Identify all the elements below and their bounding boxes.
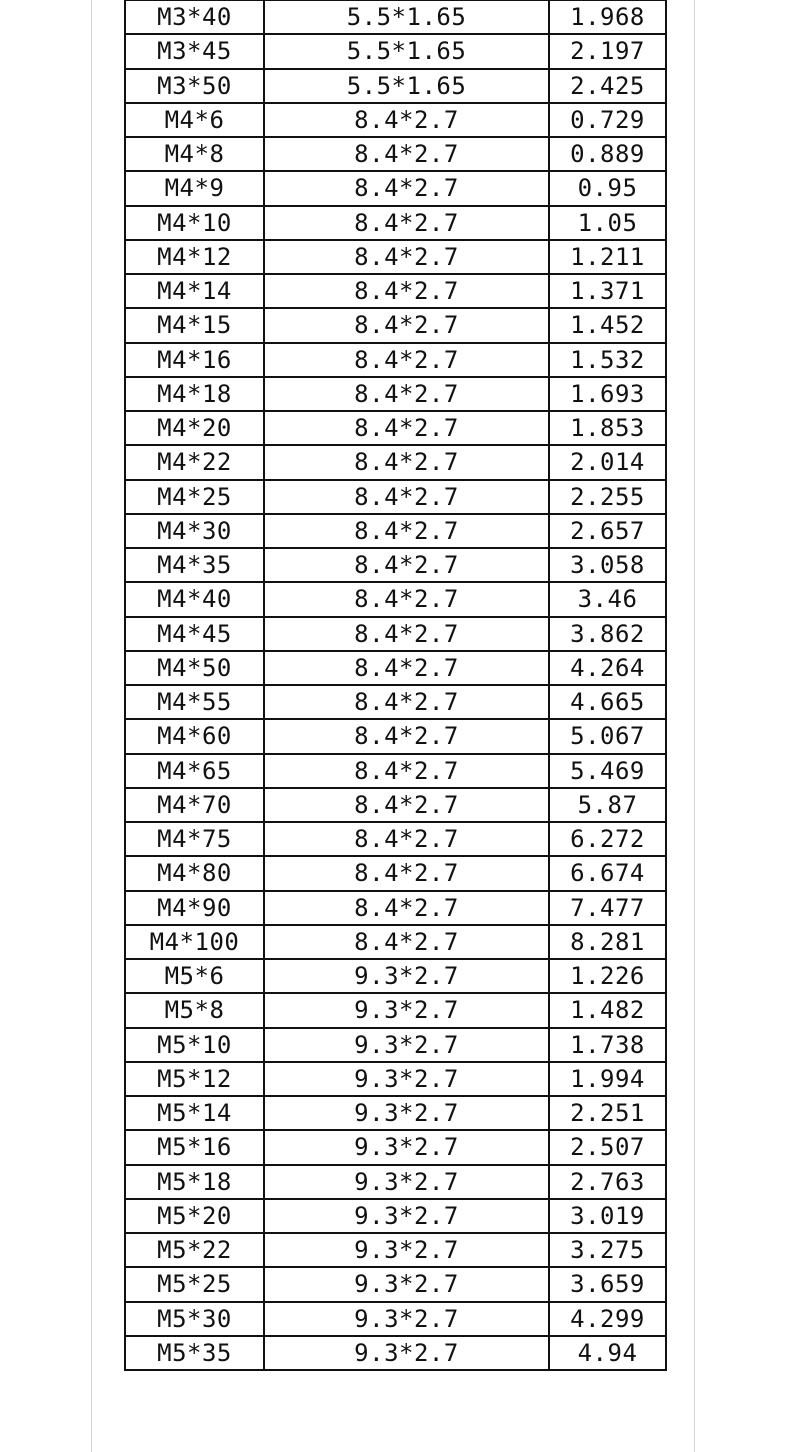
- spec-table-body: [125, 0, 666, 1370]
- spec-dimension-cell: 5.5*1.65: [264, 34, 549, 68]
- spec-size-cell: M4*8: [125, 137, 264, 171]
- spec-dimension-cell: 9.3*2.7: [264, 1096, 549, 1130]
- spec-weight-cell: 3.659: [549, 1267, 666, 1301]
- spec-dimension-cell: 8.4*2.7: [264, 582, 549, 616]
- table-row: [125, 103, 666, 137]
- spec-weight-cell: 2.657: [549, 514, 666, 548]
- spec-dimension-cell: 8.4*2.7: [264, 754, 549, 788]
- table-row: [125, 171, 666, 205]
- spec-weight-cell: 2.014: [549, 445, 666, 479]
- spec-dimension-cell: 8.4*2.7: [264, 685, 549, 719]
- table-row: [125, 719, 666, 753]
- spec-dimension-cell: 8.4*2.7: [264, 274, 549, 308]
- spec-size-cell: M4*9: [125, 171, 264, 205]
- spec-size-cell: M4*80: [125, 856, 264, 890]
- table-row: [125, 1233, 666, 1267]
- table-row: [125, 993, 666, 1027]
- spec-weight-cell: 4.299: [549, 1302, 666, 1336]
- spec-dimension-cell: 8.4*2.7: [264, 206, 549, 240]
- table-row: [125, 1028, 666, 1062]
- spec-size-cell: M4*90: [125, 891, 264, 925]
- spec-dimension-cell: 8.4*2.7: [264, 548, 549, 582]
- table-row: [125, 445, 666, 479]
- spec-dimension-cell: 8.4*2.7: [264, 856, 549, 890]
- spec-dimension-cell: 8.4*2.7: [264, 617, 549, 651]
- table-row: [125, 788, 666, 822]
- spec-weight-cell: 3.058: [549, 548, 666, 582]
- spec-weight-cell: 1.452: [549, 308, 666, 342]
- table-row: [125, 137, 666, 171]
- spec-weight-cell: 3.019: [549, 1199, 666, 1233]
- spec-weight-cell: 2.251: [549, 1096, 666, 1130]
- table-row: [125, 274, 666, 308]
- spec-dimension-cell: 9.3*2.7: [264, 959, 549, 993]
- spec-dimension-cell: 8.4*2.7: [264, 514, 549, 548]
- spec-dimension-cell: 9.3*2.7: [264, 1336, 549, 1370]
- spec-size-cell: M4*14: [125, 274, 264, 308]
- table-row: [125, 891, 666, 925]
- spec-size-cell: M4*30: [125, 514, 264, 548]
- spec-size-cell: M4*10: [125, 206, 264, 240]
- table-row: [125, 1302, 666, 1336]
- spec-size-cell: M4*15: [125, 308, 264, 342]
- spec-size-cell: M5*10: [125, 1028, 264, 1062]
- spec-size-cell: M4*6: [125, 103, 264, 137]
- spec-weight-cell: 2.255: [549, 480, 666, 514]
- table-row: [125, 959, 666, 993]
- table-row: [125, 925, 666, 959]
- spec-size-cell: M5*6: [125, 959, 264, 993]
- spec-dimension-cell: 8.4*2.7: [264, 377, 549, 411]
- table-row: [125, 69, 666, 103]
- table-row: [125, 651, 666, 685]
- spec-dimension-cell: 8.4*2.7: [264, 343, 549, 377]
- table-row: [125, 1267, 666, 1301]
- spec-size-cell: M4*40: [125, 582, 264, 616]
- spec-weight-cell: 6.674: [549, 856, 666, 890]
- spec-dimension-cell: 9.3*2.7: [264, 1267, 549, 1301]
- spec-size-cell: M4*20: [125, 411, 264, 445]
- spec-dimension-cell: 8.4*2.7: [264, 308, 549, 342]
- spec-weight-cell: 4.94: [549, 1336, 666, 1370]
- spec-weight-cell: 8.281: [549, 925, 666, 959]
- spec-dimension-cell: 5.5*1.65: [264, 69, 549, 103]
- spec-dimension-cell: 8.4*2.7: [264, 925, 549, 959]
- spec-weight-cell: 2.197: [549, 34, 666, 68]
- spec-weight-cell: 4.264: [549, 651, 666, 685]
- spec-size-cell: M5*22: [125, 1233, 264, 1267]
- spec-size-cell: M3*45: [125, 34, 264, 68]
- spec-size-cell: M4*60: [125, 719, 264, 753]
- table-row: [125, 685, 666, 719]
- spec-size-cell: M4*100: [125, 925, 264, 959]
- table-row: [125, 856, 666, 890]
- spec-size-cell: M4*16: [125, 343, 264, 377]
- spec-weight-cell: 2.425: [549, 69, 666, 103]
- spec-dimension-cell: 8.4*2.7: [264, 137, 549, 171]
- spec-dimension-cell: 9.3*2.7: [264, 1165, 549, 1199]
- spec-dimension-cell: 9.3*2.7: [264, 1062, 549, 1096]
- spec-dimension-cell: 9.3*2.7: [264, 1302, 549, 1336]
- spec-dimension-cell: 8.4*2.7: [264, 891, 549, 925]
- spec-size-cell: M5*12: [125, 1062, 264, 1096]
- spec-weight-cell: 1.371: [549, 274, 666, 308]
- table-row: [125, 0, 666, 34]
- table-row: [125, 1199, 666, 1233]
- spec-weight-cell: 0.889: [549, 137, 666, 171]
- table-row: [125, 1336, 666, 1370]
- table-row: [125, 308, 666, 342]
- spec-weight-cell: 1.482: [549, 993, 666, 1027]
- spec-size-cell: M4*18: [125, 377, 264, 411]
- spec-weight-cell: 7.477: [549, 891, 666, 925]
- spec-weight-cell: 3.275: [549, 1233, 666, 1267]
- spec-size-cell: M4*12: [125, 240, 264, 274]
- spec-size-cell: M4*65: [125, 754, 264, 788]
- spec-weight-cell: 0.729: [549, 103, 666, 137]
- table-row: [125, 1165, 666, 1199]
- spec-size-cell: M5*20: [125, 1199, 264, 1233]
- spec-size-cell: M5*18: [125, 1165, 264, 1199]
- spec-size-cell: M5*30: [125, 1302, 264, 1336]
- table-row: [125, 582, 666, 616]
- spec-size-cell: M5*25: [125, 1267, 264, 1301]
- spec-weight-cell: 2.763: [549, 1165, 666, 1199]
- spec-dimension-cell: 9.3*2.7: [264, 993, 549, 1027]
- spec-weight-cell: 1.226: [549, 959, 666, 993]
- table-row: [125, 343, 666, 377]
- spec-weight-cell: 1.853: [549, 411, 666, 445]
- spec-weight-cell: 1.994: [549, 1062, 666, 1096]
- table-row: [125, 1096, 666, 1130]
- spec-size-cell: M4*50: [125, 651, 264, 685]
- spec-size-cell: M3*50: [125, 69, 264, 103]
- spec-size-cell: M5*14: [125, 1096, 264, 1130]
- table-row: [125, 480, 666, 514]
- spec-dimension-cell: 9.3*2.7: [264, 1028, 549, 1062]
- spec-dimension-cell: 8.4*2.7: [264, 240, 549, 274]
- table-row: [125, 206, 666, 240]
- spec-dimension-cell: 5.5*1.65: [264, 0, 549, 34]
- spec-weight-cell: 1.211: [549, 240, 666, 274]
- spec-size-cell: M4*25: [125, 480, 264, 514]
- spec-dimension-cell: 8.4*2.7: [264, 103, 549, 137]
- table-row: [125, 822, 666, 856]
- spec-size-cell: M5*8: [125, 993, 264, 1027]
- spec-weight-cell: 1.968: [549, 0, 666, 34]
- table-row: [125, 240, 666, 274]
- spec-table: [124, 0, 667, 1371]
- spec-weight-cell: 3.46: [549, 582, 666, 616]
- spec-size-cell: M4*45: [125, 617, 264, 651]
- spec-size-cell: M4*55: [125, 685, 264, 719]
- table-row: [125, 411, 666, 445]
- table-row: [125, 754, 666, 788]
- spec-dimension-cell: 9.3*2.7: [264, 1130, 549, 1164]
- table-row: [125, 1062, 666, 1096]
- spec-weight-cell: 3.862: [549, 617, 666, 651]
- spec-dimension-cell: 8.4*2.7: [264, 411, 549, 445]
- spec-dimension-cell: 8.4*2.7: [264, 788, 549, 822]
- spec-weight-cell: 4.665: [549, 685, 666, 719]
- spec-dimension-cell: 8.4*2.7: [264, 480, 549, 514]
- table-row: [125, 617, 666, 651]
- spec-size-cell: M4*75: [125, 822, 264, 856]
- spec-weight-cell: 0.95: [549, 171, 666, 205]
- spec-size-cell: M4*70: [125, 788, 264, 822]
- spec-dimension-cell: 9.3*2.7: [264, 1233, 549, 1267]
- spec-weight-cell: 1.738: [549, 1028, 666, 1062]
- spec-size-cell: M3*40: [125, 0, 264, 34]
- table-row: [125, 377, 666, 411]
- spec-weight-cell: 6.272: [549, 822, 666, 856]
- spec-size-cell: M5*35: [125, 1336, 264, 1370]
- spec-size-cell: M4*22: [125, 445, 264, 479]
- spec-weight-cell: 1.693: [549, 377, 666, 411]
- spec-dimension-cell: 8.4*2.7: [264, 171, 549, 205]
- spec-size-cell: M4*35: [125, 548, 264, 582]
- spec-dimension-cell: 8.4*2.7: [264, 651, 549, 685]
- spec-weight-cell: 5.87: [549, 788, 666, 822]
- spec-weight-cell: 5.469: [549, 754, 666, 788]
- table-row: [125, 548, 666, 582]
- spec-size-cell: M5*16: [125, 1130, 264, 1164]
- spec-dimension-cell: 8.4*2.7: [264, 822, 549, 856]
- spec-weight-cell: 1.05: [549, 206, 666, 240]
- spec-dimension-cell: 8.4*2.7: [264, 445, 549, 479]
- spec-weight-cell: 2.507: [549, 1130, 666, 1164]
- table-row: [125, 514, 666, 548]
- table-row: [125, 1130, 666, 1164]
- spec-weight-cell: 5.067: [549, 719, 666, 753]
- table-row: [125, 34, 666, 68]
- spec-dimension-cell: 9.3*2.7: [264, 1199, 549, 1233]
- spec-dimension-cell: 8.4*2.7: [264, 719, 549, 753]
- spec-weight-cell: 1.532: [549, 343, 666, 377]
